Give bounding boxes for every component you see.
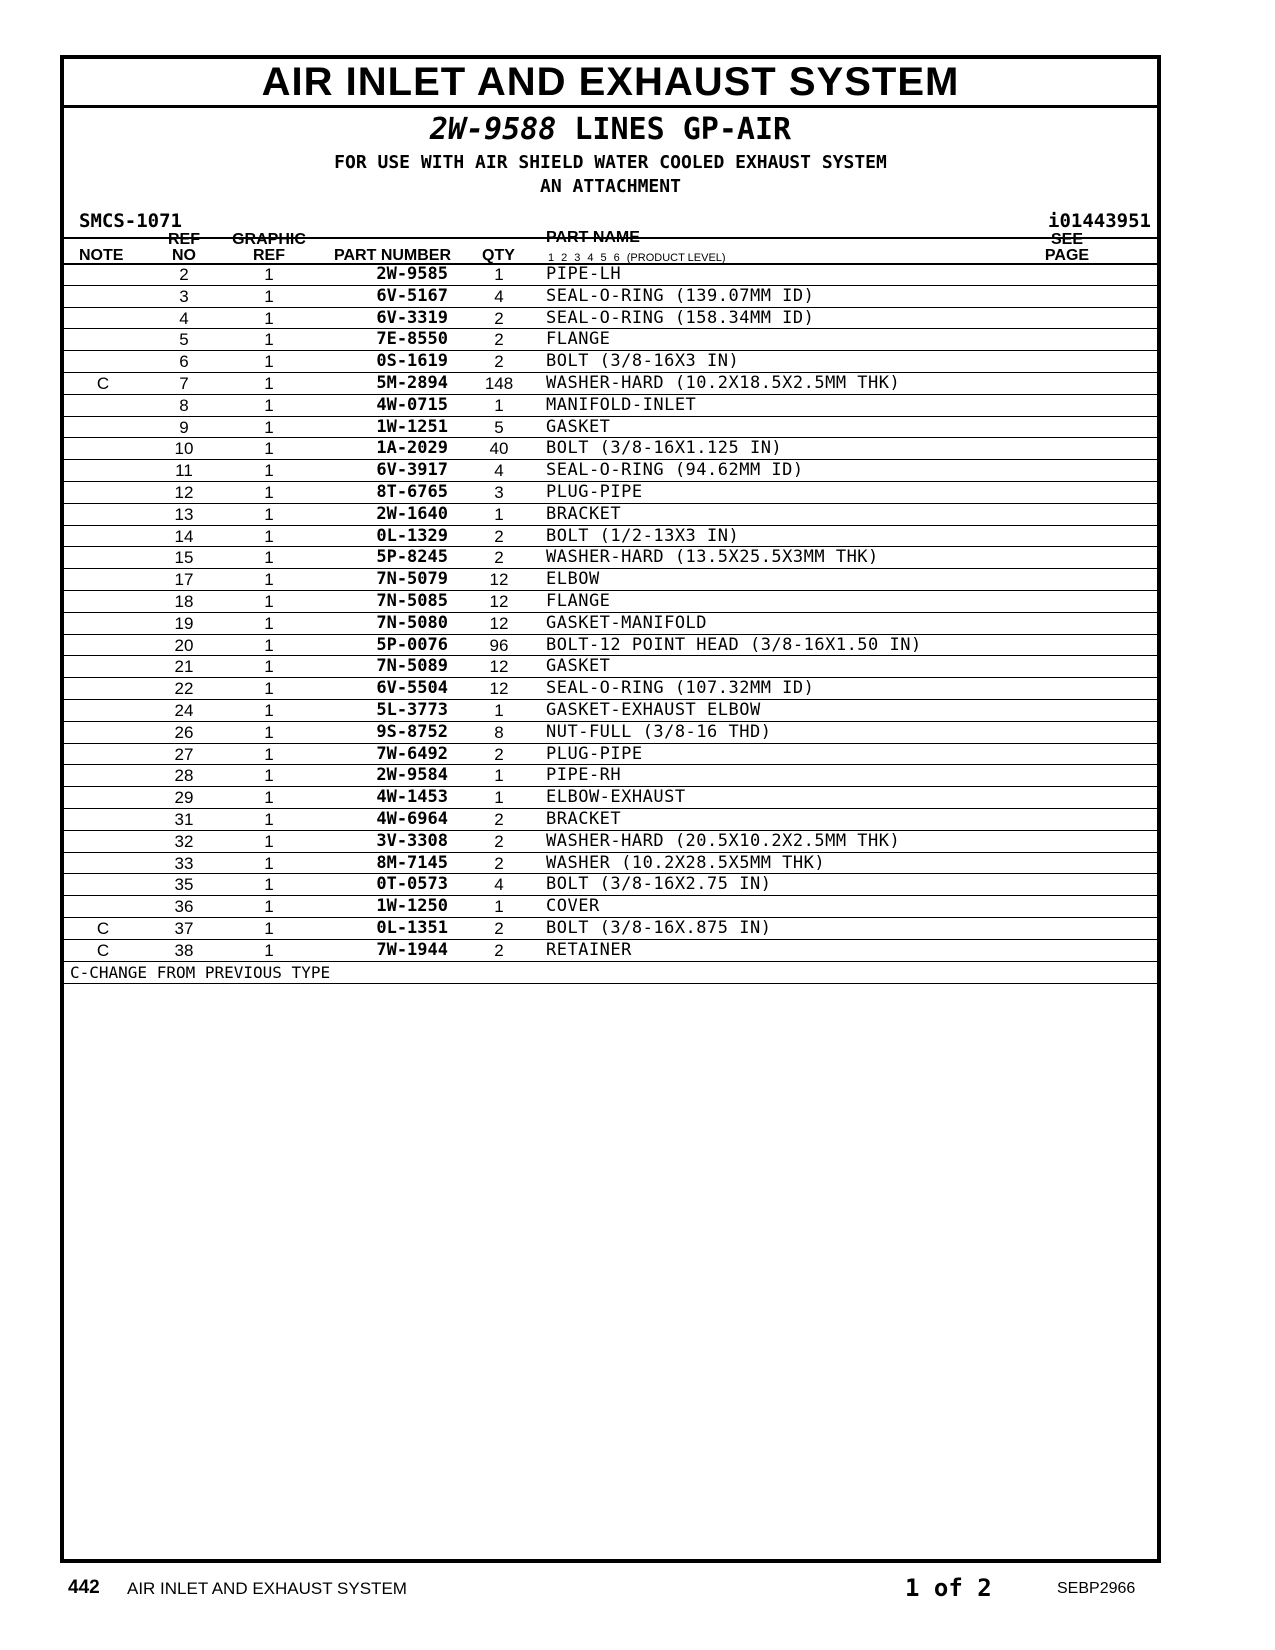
ref-cell: 38 xyxy=(174,940,194,960)
qty-cell: 96 xyxy=(489,635,509,655)
ref-cell: 36 xyxy=(174,897,194,917)
part-name-cell: PIPE-LH xyxy=(546,264,622,284)
graphic-cell: 1 xyxy=(264,417,274,437)
part-number-cell: 7W-1944 xyxy=(376,939,448,960)
qty-cell: 4 xyxy=(494,875,504,895)
graphic-cell: 1 xyxy=(264,373,274,393)
part-number-cell: 4W-0715 xyxy=(376,394,448,415)
part-number-cell: 6V-5504 xyxy=(376,678,448,699)
part-number-cell: 7N-5079 xyxy=(376,569,448,590)
part-name-cell: GASKET-MANIFOLD xyxy=(546,612,708,633)
part-name-cell: NUT-FULL (3/8-16 THD) xyxy=(546,721,772,742)
header-see-top: SEE xyxy=(1050,231,1083,248)
part-number-cell: 6V-3319 xyxy=(376,307,448,328)
qty-cell: 2 xyxy=(494,918,504,938)
part-number-cell: 5L-3773 xyxy=(376,699,448,720)
qty-cell: 1 xyxy=(494,766,504,786)
ref-cell: 27 xyxy=(174,744,194,764)
graphic-cell: 1 xyxy=(264,570,274,590)
qty-cell: 1 xyxy=(494,700,504,720)
ref-cell: 28 xyxy=(174,766,194,786)
part-number-cell: 8T-6765 xyxy=(376,481,448,502)
table-row xyxy=(64,635,1157,657)
qty-cell: 2 xyxy=(494,352,504,372)
group-part-number: 2W-9588 xyxy=(429,112,557,147)
note-cell: C xyxy=(96,373,110,393)
qty-cell: 2 xyxy=(494,853,504,873)
part-number-cell: 5M-2894 xyxy=(376,372,448,393)
table-row xyxy=(64,547,1157,569)
table-row xyxy=(64,744,1157,766)
qty-cell: 1 xyxy=(494,897,504,917)
product-level-4: 4 xyxy=(587,252,594,264)
product-level-5: 5 xyxy=(600,252,607,264)
table-row xyxy=(64,482,1157,504)
ref-cell: 31 xyxy=(174,809,194,829)
graphic-cell: 1 xyxy=(264,265,274,284)
qty-cell: 40 xyxy=(489,439,509,459)
graphic-cell: 1 xyxy=(264,809,274,829)
part-number-cell: 4W-6964 xyxy=(376,808,448,829)
graphic-cell: 1 xyxy=(264,657,274,677)
part-name-cell: GASKET xyxy=(546,656,611,677)
part-number-cell: 4W-1453 xyxy=(376,787,448,808)
ref-cell: 21 xyxy=(174,657,194,677)
qty-cell: 2 xyxy=(494,308,504,328)
table-row xyxy=(64,438,1157,460)
part-name-cell: SEAL-O-RING (139.07MM ID) xyxy=(546,285,815,306)
graphic-cell: 1 xyxy=(264,635,274,655)
graphic-cell: 1 xyxy=(264,591,274,611)
header-graphic-top: GRAPHIC xyxy=(232,231,306,248)
part-name-cell: SEAL-O-RING (94.62MM ID) xyxy=(546,460,804,481)
table-row xyxy=(64,656,1157,678)
ref-cell: 19 xyxy=(174,613,194,633)
part-number-cell: 7E-8550 xyxy=(376,329,448,350)
table-row xyxy=(64,678,1157,700)
ref-cell: 15 xyxy=(174,548,194,568)
qty-cell: 1 xyxy=(494,788,504,808)
table-row xyxy=(64,569,1157,591)
ref-cell: 13 xyxy=(174,504,194,524)
table-row xyxy=(64,853,1157,875)
qty-cell: 2 xyxy=(494,548,504,568)
table-row xyxy=(64,809,1157,831)
product-level-label: (PRODUCT LEVEL) xyxy=(626,252,726,264)
graphic-cell: 1 xyxy=(264,504,274,524)
graphic-cell: 1 xyxy=(264,439,274,459)
part-number-cell: 8M-7145 xyxy=(376,852,448,873)
part-name-cell: MANIFOLD-INLET xyxy=(546,394,697,415)
qty-cell: 12 xyxy=(489,570,509,590)
qty-cell: 5 xyxy=(494,417,504,437)
ref-cell: 18 xyxy=(174,591,194,611)
ref-cell: 11 xyxy=(175,461,193,481)
ref-cell: 37 xyxy=(174,918,194,938)
ref-cell: 4 xyxy=(179,308,189,328)
ref-cell: 14 xyxy=(174,526,194,546)
qty-cell: 12 xyxy=(489,613,509,633)
product-level-6: 6 xyxy=(613,252,620,264)
part-number-cell: 7W-6492 xyxy=(376,743,448,764)
table-row xyxy=(64,613,1157,635)
part-number-cell: 0L-1351 xyxy=(376,917,448,938)
table-row xyxy=(64,286,1157,308)
table-row xyxy=(64,351,1157,373)
part-number-cell: 3V-3308 xyxy=(376,830,448,851)
header-part-name: PART NAME xyxy=(546,229,640,246)
ref-cell: 17 xyxy=(174,570,194,590)
header-see-bottom: PAGE xyxy=(1044,247,1090,264)
note-cell: C xyxy=(96,940,110,960)
ref-cell: 7 xyxy=(179,373,189,393)
part-number-cell: 0S-1619 xyxy=(376,351,448,372)
ref-cell: 8 xyxy=(179,395,189,415)
part-number-cell: 2W-9585 xyxy=(376,264,448,284)
part-number-cell: 0T-0573 xyxy=(376,874,448,895)
part-name-cell: PLUG-PIPE xyxy=(546,743,643,764)
part-name-cell: BOLT (3/8-16X3 IN) xyxy=(546,351,740,372)
part-number-cell: 7N-5085 xyxy=(376,590,448,611)
table-row xyxy=(64,417,1157,439)
note-cell: C xyxy=(96,918,110,938)
footer-page-of: 1 of 2 xyxy=(905,1574,992,1602)
ref-cell: 6 xyxy=(179,352,189,372)
header-ref-bottom: NO xyxy=(172,247,196,264)
ref-cell: 24 xyxy=(174,700,194,720)
qty-cell: 2 xyxy=(494,744,504,764)
part-number-cell: 6V-5167 xyxy=(376,285,448,306)
ref-cell: 22 xyxy=(174,679,194,699)
part-name-cell: BOLT (1/2-13X3 IN) xyxy=(546,525,740,546)
qty-cell: 4 xyxy=(494,286,504,306)
part-number-cell: 9S-8752 xyxy=(376,721,448,742)
part-name-cell: PLUG-PIPE xyxy=(546,481,643,502)
table-row xyxy=(64,896,1157,918)
ref-cell: 5 xyxy=(179,330,189,350)
ref-cell: 35 xyxy=(174,875,194,895)
qty-cell: 8 xyxy=(494,722,504,742)
footer-page-number: 442 xyxy=(68,1577,100,1598)
part-name-cell: BRACKET xyxy=(546,808,622,829)
graphic-cell: 1 xyxy=(264,918,274,938)
graphic-cell: 1 xyxy=(264,461,274,481)
ref-cell: 2 xyxy=(179,265,189,284)
part-name-cell: RETAINER xyxy=(546,939,632,960)
qty-cell: 2 xyxy=(494,330,504,350)
qty-cell: 148 xyxy=(484,373,514,393)
group-name: LINES GP-AIR xyxy=(574,112,792,147)
part-name-cell: COVER xyxy=(546,896,600,917)
table-row xyxy=(64,722,1157,744)
part-number-cell: 1W-1250 xyxy=(376,896,448,917)
part-name-cell: GASKET xyxy=(546,416,611,437)
part-name-cell: ELBOW xyxy=(546,569,600,590)
graphic-cell: 1 xyxy=(264,548,274,568)
part-name-cell: PIPE-RH xyxy=(546,765,622,786)
qty-cell: 4 xyxy=(494,461,504,481)
graphic-cell: 1 xyxy=(264,308,274,328)
qty-cell: 1 xyxy=(494,265,504,284)
product-level-3: 3 xyxy=(574,252,581,264)
table-row xyxy=(64,395,1157,417)
table-row xyxy=(64,831,1157,853)
part-number-cell: 2W-9584 xyxy=(376,765,448,786)
part-number-cell: 2W-1640 xyxy=(376,503,448,524)
part-name-cell: BOLT (3/8-16X.875 IN) xyxy=(546,917,772,938)
graphic-cell: 1 xyxy=(264,766,274,786)
ref-cell: 29 xyxy=(174,788,194,808)
graphic-cell: 1 xyxy=(264,352,274,372)
part-number-cell: 7N-5089 xyxy=(376,656,448,677)
qty-cell: 2 xyxy=(494,809,504,829)
part-number-cell: 0L-1329 xyxy=(376,525,448,546)
qty-cell: 1 xyxy=(494,504,504,524)
qty-cell: 3 xyxy=(494,482,504,502)
graphic-cell: 1 xyxy=(264,286,274,306)
graphic-cell: 1 xyxy=(264,526,274,546)
part-name-cell: FLANGE xyxy=(546,329,611,350)
part-name-cell: BOLT (3/8-16X1.125 IN) xyxy=(546,438,783,459)
header-qty: QTY xyxy=(482,247,515,264)
graphic-cell: 1 xyxy=(264,897,274,917)
header-part-number: PART NUMBER xyxy=(334,247,452,264)
table-row xyxy=(64,765,1157,787)
graphic-cell: 1 xyxy=(264,700,274,720)
table-row xyxy=(64,373,1157,395)
table-row xyxy=(64,918,1157,940)
part-number-cell: 5P-8245 xyxy=(376,547,448,568)
graphic-cell: 1 xyxy=(264,940,274,960)
qty-cell: 12 xyxy=(489,591,509,611)
graphic-cell: 1 xyxy=(264,330,274,350)
graphic-cell: 1 xyxy=(264,395,274,415)
part-name-cell: SEAL-O-RING (107.32MM ID) xyxy=(546,678,815,699)
part-name-cell: SEAL-O-RING (158.34MM ID) xyxy=(546,307,815,328)
table-row xyxy=(64,874,1157,896)
header-ref-top: REF xyxy=(168,231,200,248)
part-name-cell: BOLT (3/8-16X2.75 IN) xyxy=(546,874,772,895)
smcs-code: SMCS-1071 xyxy=(79,210,182,232)
table-row xyxy=(64,460,1157,482)
header-note: NOTE xyxy=(79,247,124,264)
graphic-cell: 1 xyxy=(264,482,274,502)
footnote: C-CHANGE FROM PREVIOUS TYPE xyxy=(64,962,1157,984)
part-name-cell: BRACKET xyxy=(546,503,622,524)
page-frame xyxy=(60,55,1161,1563)
ref-cell: 12 xyxy=(174,482,194,502)
part-name-cell: WASHER-HARD (10.2X18.5X2.5MM THK) xyxy=(546,372,901,393)
table-row xyxy=(64,264,1157,286)
description-line-1: FOR USE WITH AIR SHIELD WATER COOLED EXHAUST SYSTEM xyxy=(334,152,887,173)
part-name-cell: WASHER (10.2X28.5X5MM THK) xyxy=(546,852,826,873)
part-number-cell: 7N-5080 xyxy=(376,612,448,633)
product-level-1: 1 xyxy=(548,252,555,264)
ref-cell: 3 xyxy=(179,286,189,306)
product-level-2: 2 xyxy=(561,252,568,264)
ref-cell: 26 xyxy=(174,722,194,742)
description-line-2: AN ATTACHMENT xyxy=(540,176,681,197)
graphic-cell: 1 xyxy=(264,722,274,742)
page-footer xyxy=(0,1573,1275,1603)
ref-cell: 20 xyxy=(174,635,194,655)
page-title: AIR INLET AND EXHAUST SYSTEM xyxy=(64,59,1157,108)
part-name-cell: ELBOW-EXHAUST xyxy=(546,787,686,808)
table-row xyxy=(64,329,1157,351)
footer-publication: SEBP2966 xyxy=(1057,1580,1136,1597)
header-graphic-bottom: REF xyxy=(253,247,285,264)
qty-cell: 2 xyxy=(494,526,504,546)
table-row xyxy=(64,526,1157,548)
table-row xyxy=(64,308,1157,330)
table-row xyxy=(64,700,1157,722)
table-row xyxy=(64,504,1157,526)
graphic-cell: 1 xyxy=(264,788,274,808)
part-name-cell: WASHER-HARD (20.5X10.2X2.5MM THK) xyxy=(546,830,901,851)
ref-cell: 9 xyxy=(179,417,189,437)
table-row xyxy=(64,787,1157,809)
part-number-cell: 6V-3917 xyxy=(376,460,448,481)
parts-table xyxy=(64,264,1157,984)
part-name-cell: FLANGE xyxy=(546,590,611,611)
part-name-cell: WASHER-HARD (13.5X25.5X3MM THK) xyxy=(546,547,879,568)
graphic-cell: 1 xyxy=(264,875,274,895)
qty-cell: 1 xyxy=(494,395,504,415)
document-id: i01443951 xyxy=(1048,210,1151,232)
part-number-cell: 5P-0076 xyxy=(376,634,448,655)
part-number-cell: 1W-1251 xyxy=(376,416,448,437)
qty-cell: 12 xyxy=(489,679,509,699)
subtitle xyxy=(64,111,1157,149)
graphic-cell: 1 xyxy=(264,831,274,851)
part-name-cell: GASKET-EXHAUST ELBOW xyxy=(546,699,761,720)
qty-cell: 2 xyxy=(494,831,504,851)
table-row xyxy=(64,940,1157,962)
ref-cell: 32 xyxy=(174,831,194,851)
graphic-cell: 1 xyxy=(264,853,274,873)
part-number-cell: 1A-2029 xyxy=(376,438,448,459)
footer-section: AIR INLET AND EXHAUST SYSTEM xyxy=(127,1579,407,1598)
qty-cell: 12 xyxy=(489,657,509,677)
graphic-cell: 1 xyxy=(264,679,274,699)
table-row xyxy=(64,591,1157,613)
qty-cell: 2 xyxy=(494,940,504,960)
graphic-cell: 1 xyxy=(264,744,274,764)
graphic-cell: 1 xyxy=(264,613,274,633)
part-name-cell: BOLT-12 POINT HEAD (3/8-16X1.50 IN) xyxy=(546,634,922,655)
ref-cell: 33 xyxy=(174,853,194,873)
ref-cell: 10 xyxy=(174,439,194,459)
